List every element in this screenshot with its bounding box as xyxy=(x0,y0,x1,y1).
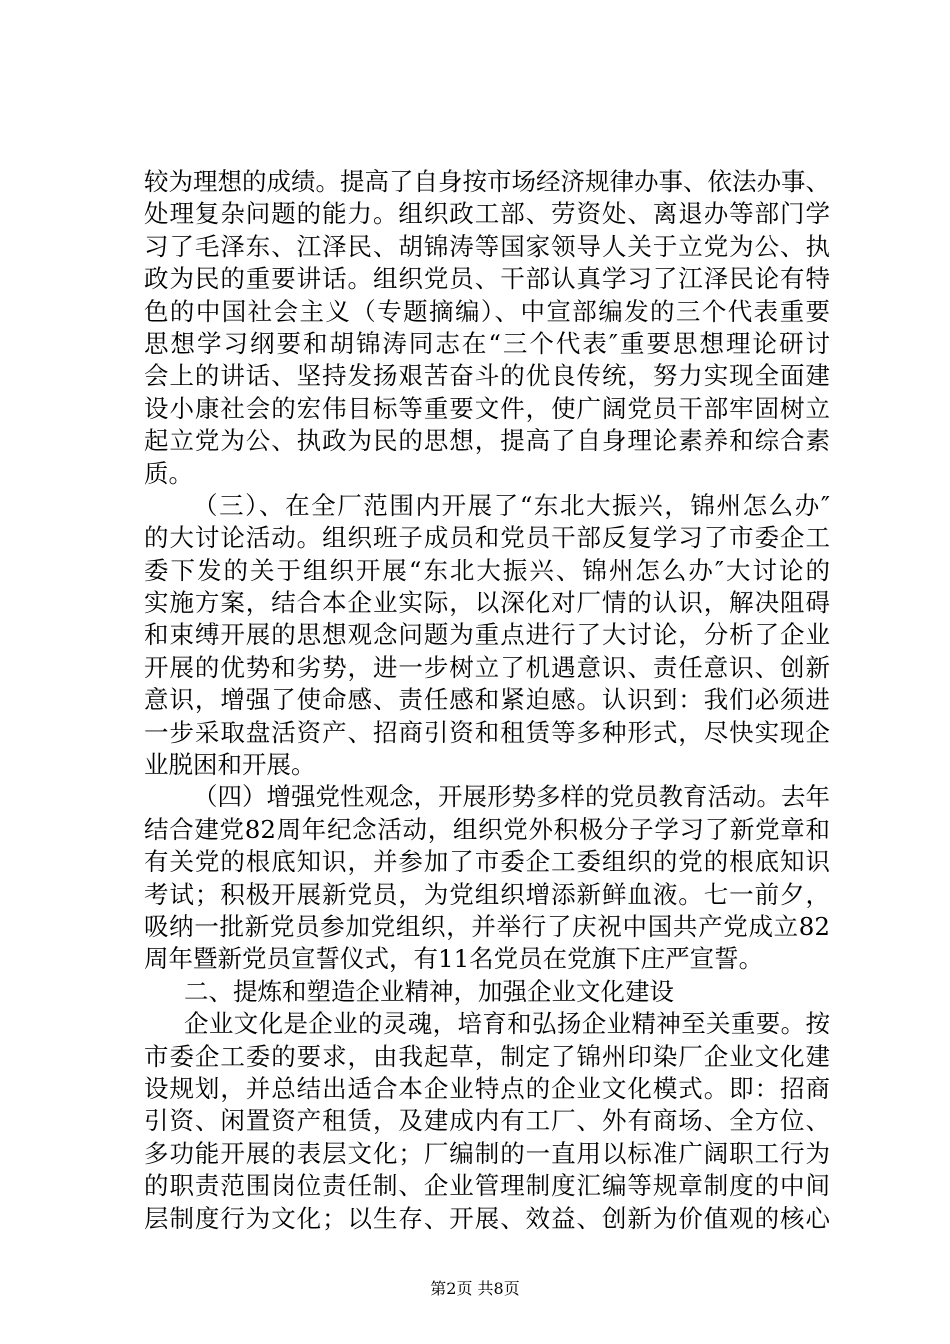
text-line-21: 结合建党82周年纪念活动，组织党外积极分子学习了新党章和 xyxy=(144,814,830,844)
text-line-20: （四）增强党性观念，开展形势多样的党员教育活动。去年 xyxy=(193,782,830,812)
text-line-27: 企业文化是企业的灵魂，培育和弘扬企业精神至关重要。按 xyxy=(184,1009,830,1039)
text-line-24: 吸纳一批新党员参加党组织，并举行了庆祝中国共产党成立82 xyxy=(144,911,830,941)
text-line-4: 政为民的重要讲话。组织党员、干部认真学习了江泽民论有特 xyxy=(144,264,830,294)
text-line-30: 引资、闲置资产租赁，及建成内有工厂、外有商场、全方位、 xyxy=(144,1106,830,1136)
text-line-22: 有关党的根底知识，并参加了市委企工委组织的党的根底知识 xyxy=(144,847,830,877)
text-line-7: 会上的讲话、坚持发扬艰苦奋斗的优良传统，努力实现全面建 xyxy=(144,361,830,391)
text-line-14: 实施方案，结合本企业实际，以深化对厂情的认识，解决阻碍 xyxy=(144,588,830,618)
text-line-29: 设规划，并总结出适合本企业特点的企业文化模式。即：招商 xyxy=(144,1073,830,1103)
text-line-3: 习了毛泽东、江泽民、胡锦涛等国家领导人关于立党为公、执 xyxy=(144,231,830,261)
text-line-5: 色的中国社会主义（专题摘编）、中宣部编发的三个代表重要 xyxy=(144,296,830,326)
text-line-32: 的职责范围岗位责任制、企业管理制度汇编等规章制度的中间 xyxy=(144,1171,830,1201)
text-line-17: 意识，增强了使命感、责任感和紧迫感。认识到：我们必须进 xyxy=(144,685,830,715)
text-line-15: 和束缚开展的思想观念问题为重点进行了大讨论，分析了企业 xyxy=(144,620,830,650)
text-line-16: 开展的优势和劣势，进一步树立了机遇意识、责任意识、创新 xyxy=(144,652,830,682)
page-number-footer: 第2页 共8页 xyxy=(430,1279,520,1298)
section-heading: 二、提炼和塑造企业精神，加强企业文化建设 xyxy=(184,976,674,1006)
text-line-13: 委下发的关于组织开展“东北大振兴、锦州怎么办″大讨论的 xyxy=(144,555,830,585)
text-line-9: 起立党为公、执政为民的思想，提高了自身理论素养和综合素 xyxy=(144,426,830,456)
text-line-25: 周年暨新党员宣誓仪式，有11名党员在党旗下庄严宣誓。 xyxy=(144,944,764,974)
text-line-19: 业脱困和开展。 xyxy=(144,750,316,780)
text-line-12: 的大讨论活动。组织班子成员和党员干部反复学习了市委企工 xyxy=(144,523,830,553)
document-body xyxy=(144,166,830,1235)
text-line-1: 较为理想的成绩。提高了自身按市场经济规律办事、依法办事、 xyxy=(144,167,830,196)
text-line-33: 层制度行为文化；以生存、开展、效益、创新为价值观的核心 xyxy=(144,1203,830,1233)
text-line-10: 质。 xyxy=(144,458,193,488)
text-line-2: 处理复杂问题的能力。组织政工部、劳资处、离退办等部门学 xyxy=(144,199,830,229)
text-line-18: 一步采取盘活资产、招商引资和租赁等多种形式，尽快实现企 xyxy=(144,717,830,747)
text-line-6: 思想学习纲要和胡锦涛同志在“三个代表″重要思想理论研讨 xyxy=(144,328,830,358)
text-line-31: 多功能开展的表层文化；厂编制的一直用以标准广阔职工行为 xyxy=(144,1138,830,1168)
text-line-8: 设小康社会的宏伟目标等重要文件，使广阔党员干部牢固树立 xyxy=(144,393,830,423)
text-line-28: 市委企工委的要求，由我起草，制定了锦州印染厂企业文化建 xyxy=(144,1041,830,1071)
text-line-23: 考试；积极开展新党员，为党组织增添新鲜血液。七一前夕， xyxy=(144,879,830,909)
text-line-11: （三）、在全厂范围内开展了“东北大振兴，锦州怎么办″ xyxy=(193,490,830,520)
